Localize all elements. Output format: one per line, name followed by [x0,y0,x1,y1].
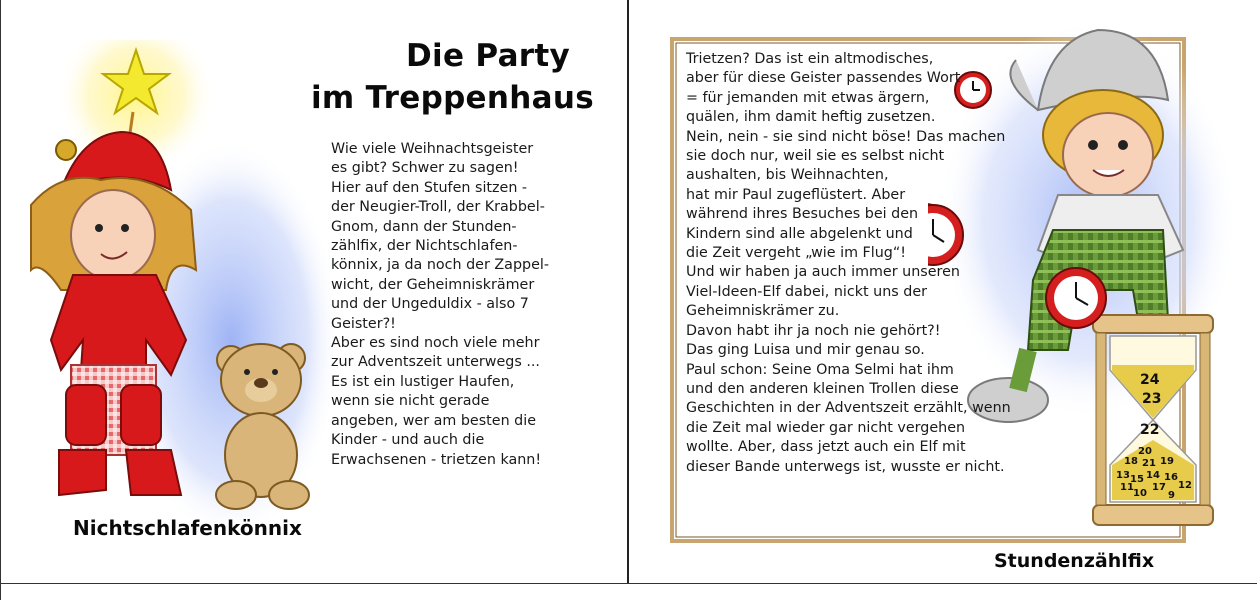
troll-face [71,190,155,280]
text-line: Geheimniskrämer zu. [686,303,840,320]
text-line: aushalten, bis Weihnachten, [686,167,889,184]
text-line: Davon habt ihr ja noch nie gehört?! [686,322,941,339]
text-line: Geschichten in der Adventszeit erzählt, wenn [686,400,1011,417]
hourglass-number: 9 [1168,490,1175,501]
text-line: und der Ungeduldix - also 7 [331,296,529,313]
hourglass-number: 18 [1124,456,1138,467]
hourglass-number: 10 [1133,488,1147,499]
text-line: dieser Bande unterwegs ist, wusste er nicht. [686,458,1005,475]
troll-face [1063,113,1153,197]
text-line: Hier auf den Stufen sitzen - [331,179,528,196]
text-line: Wie viele Weihnachtsgeister [331,141,534,157]
text-line: die Zeit vergeht „wie im Flug“! [686,245,907,262]
hourglass-number: 16 [1164,472,1178,483]
text-line: zur Adventszeit unterwegs ... [331,354,540,371]
text-line: Aber es sind noch viele mehr [331,335,540,352]
text-line: quälen, ihm damit heftig zusetzen. [686,109,936,126]
text-line: Paul schon: Seine Oma Selmi hat ihm [686,361,954,378]
text-line: Gnom, dann der Stunden- [331,218,517,235]
hourglass-number: 15 [1130,474,1144,485]
alarm-clock-icon [1046,268,1106,328]
page-title-line-2: im Treppenhaus [311,80,594,116]
text-line: wollte. Aber, dass jetzt auch ein Elf mit [686,439,966,456]
hourglass [1093,315,1213,525]
text-line: angeben, wer am besten die [331,412,537,429]
hourglass-number: 14 [1146,470,1160,481]
text-line: = für jemanden mit etwas ärgern, [686,89,930,106]
text-line: aber für diese Geister passendes Wort [686,70,961,87]
caption-nichtschlafenkoennix: Nichtschlafenkönnix [73,516,302,540]
text-line: könnix, ja da noch der Zappel- [331,257,550,274]
hourglass-number: 24 [1140,372,1160,388]
page-bottom-edge [0,583,1257,584]
text-line: Geister?! [331,315,396,332]
text-line: Das ging Luisa und mir genau so. [686,342,925,359]
text-line: Es ist ein lustiger Haufen, [331,373,515,390]
hourglass-number: 21 [1142,458,1156,469]
page-title-line-1: Die Party [406,38,570,74]
text-line: wenn sie nicht gerade [331,393,490,410]
text-line: Kindern sind alle abgelenkt und [686,225,913,242]
text-line: Nein, nein - sie sind nicht böse! Das machen [686,128,1006,145]
hourglass-number: 23 [1142,391,1162,407]
right-body-text [686,50,1011,477]
text-line: Trietzen? Das ist ein altmodisches, [686,51,934,67]
text-line: hat mir Paul zugeflüstert. Aber [686,186,906,203]
hourglass-number: 13 [1116,470,1130,481]
text-line: es gibt? Schwer zu sagen! [331,160,519,177]
text-line: während ihres Besuches bei den [686,206,919,223]
troll-nichtschlafenkoennix-illustration [21,40,341,520]
text-line: wicht, der Geheimniskrämer [331,276,535,293]
red-shoe-right [126,450,181,495]
red-shoe-left [59,450,106,495]
hourglass-number: 19 [1160,456,1174,467]
caption-stundenzaehlfix: Stundenzählfix [994,550,1155,572]
text-line: Viel-Ideen-Elf dabei, nickt uns der [686,283,928,300]
hourglass-number: 12 [1178,480,1192,491]
text-line: Erwachsenen - trietzen kann! [331,451,542,468]
left-body-text [331,140,549,470]
hourglass-number: 20 [1138,446,1152,457]
right-page [628,0,1257,600]
text-line: die Zeit mal wieder gar nicht vergehen [686,419,966,436]
hourglass-number: 22 [1140,422,1160,438]
text-line: sie doch nur, weil sie es selbst nicht [686,148,945,165]
text-line: Kinder - und auch die [331,432,485,449]
text-line: der Neugier-Troll, der Krabbel- [331,199,545,216]
text-line: Und wir haben ja auch immer unseren [686,264,960,281]
text-line: und den anderen kleinen Trollen diese [686,380,959,397]
hourglass-number: 17 [1152,482,1166,493]
text-line: zählfix, der Nichtschlafen- [331,238,518,255]
book-spine [627,0,629,583]
hourglass-number: 11 [1120,482,1134,493]
